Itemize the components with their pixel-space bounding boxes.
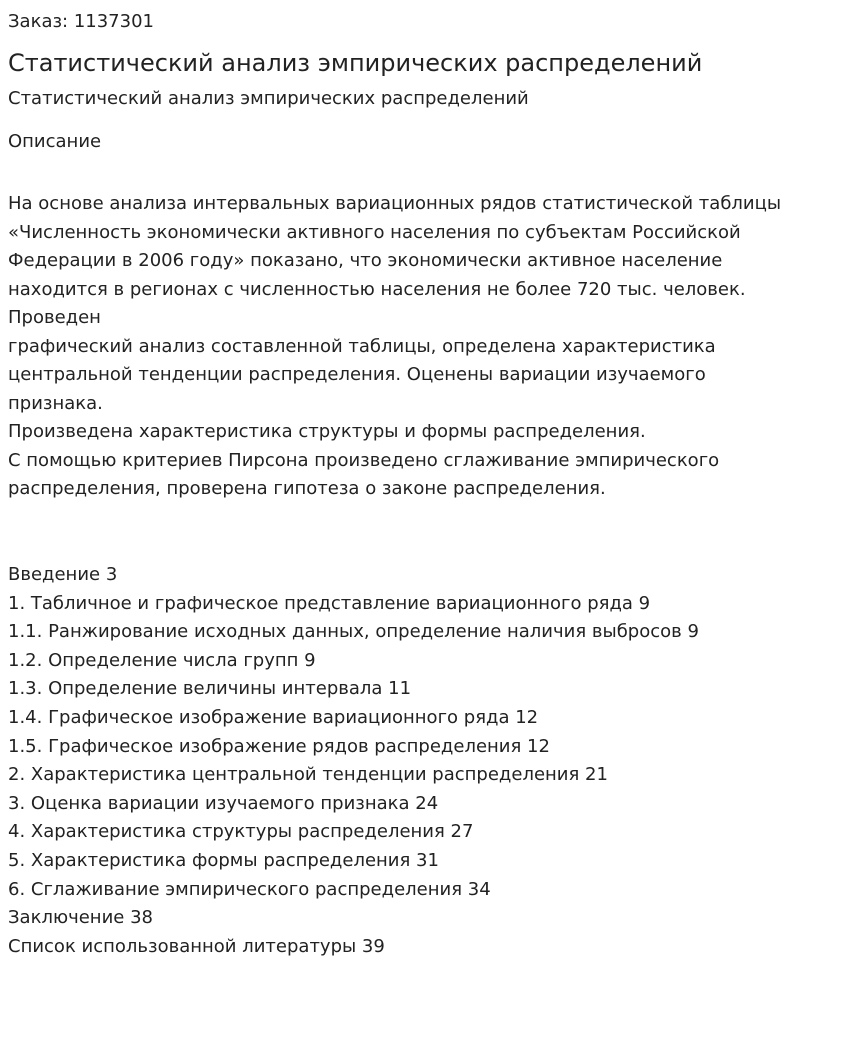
description-line: центральной тенденции распределения. Оценены вариации изучаемого — [8, 364, 706, 385]
toc-item: 1.2. Определение числа групп 9 — [8, 649, 316, 671]
description-line: Проведен — [8, 307, 101, 328]
description-line: Федерации в 2006 году» показано, что экономически активное население — [8, 250, 723, 271]
description-line: признака. — [8, 392, 103, 414]
description-line: «Численность экономически активного населения по субъектам Российской — [8, 221, 741, 243]
description-line: графический анализ составленной таблицы, определена характеристика — [8, 335, 716, 357]
description-line: С помощью критериев Пирсона произведено сглаживание эмпирического — [8, 449, 720, 471]
toc-item: 1.1. Ранжирование исходных данных, определение наличия выбросов 9 — [8, 621, 699, 643]
toc-item: 2. Характеристика центральной тенденции распределения 21 — [8, 764, 608, 786]
toc-item: 5. Характеристика формы распределения 31 — [8, 849, 439, 871]
toc-item: 1.3. Определение величины интервала 11 — [8, 678, 412, 700]
toc-item: Введение 3 — [8, 564, 118, 585]
description-heading: Описание — [8, 131, 102, 152]
toc-item: 1.5. Графическое изображение рядов распределения 12 — [8, 735, 550, 757]
toc-item: Список использованной литературы 39 — [8, 935, 385, 957]
description-line: На основе анализа интервальных вариационных рядов статистической таблицы — [8, 193, 782, 214]
toc-item: 1.4. Графическое изображение вариационного ряда 12 — [8, 706, 539, 728]
order-number: Заказ: 1137301 — [8, 11, 154, 32]
toc-item: Заключение 38 — [8, 907, 153, 929]
description-line: находится в регионах с численностью населения не более 720 тыс. человек. — [8, 278, 746, 300]
toc-item: 1. Табличное и графическое представление вариационного ряда 9 — [8, 592, 651, 614]
description-body — [8, 190, 838, 504]
page-title: Статистический анализ эмпирических распределений — [8, 49, 703, 77]
page-subtitle: Статистический анализ эмпирических распределений — [8, 88, 529, 109]
description-line: Произведена характеристика структуры и формы распределения. — [8, 421, 646, 442]
description-line: распределения, проверена гипотеза о законе распределения. — [8, 478, 606, 499]
table-of-contents — [8, 561, 838, 961]
toc-item: 4. Характеристика структуры распределения 27 — [8, 821, 474, 843]
toc-item: 3. Оценка вариации изучаемого признака 24 — [8, 792, 439, 814]
toc-item: 6. Сглаживание эмпирического распределения 34 — [8, 878, 491, 900]
